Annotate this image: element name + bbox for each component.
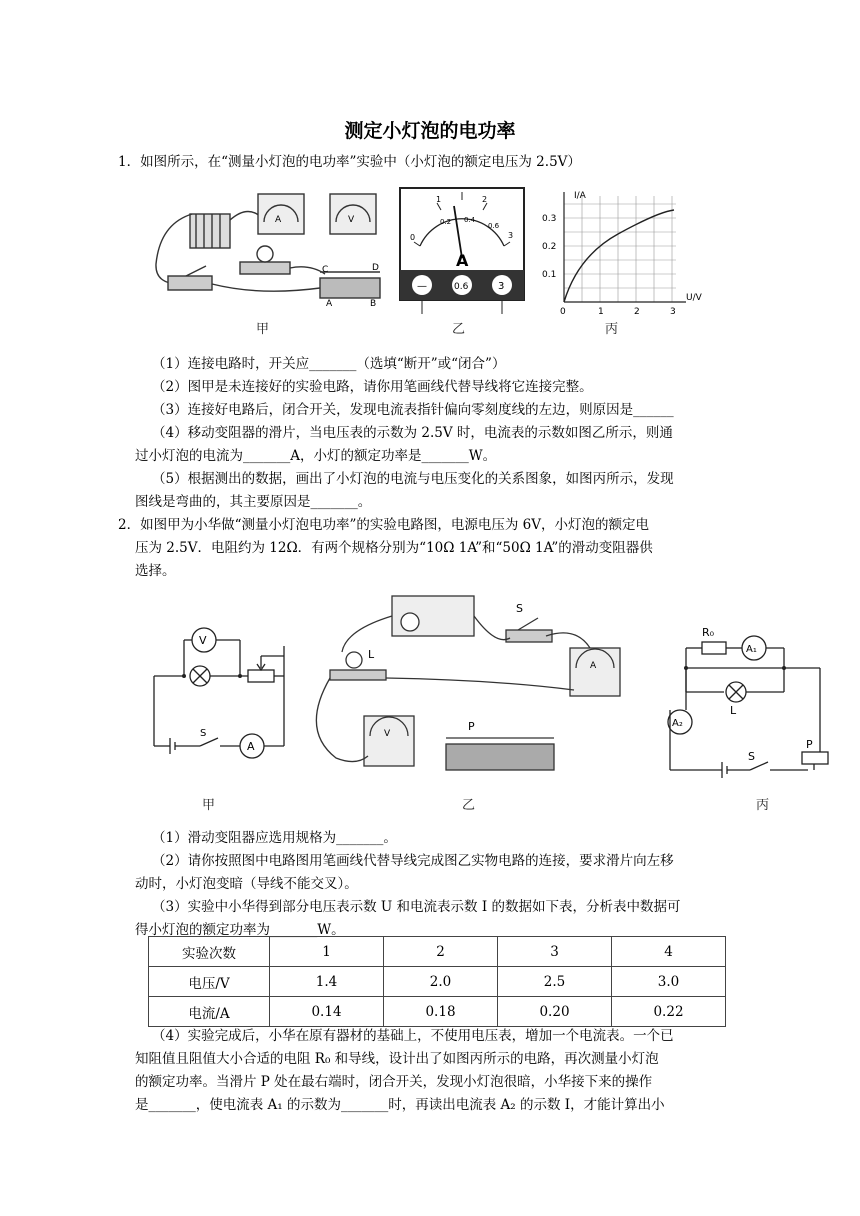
q2-part: 动时，小灯泡变暗（导线不能交叉）。	[135, 876, 358, 892]
terminal-3: 3	[498, 281, 505, 292]
q2-part: 得小灯泡的额定功率为_______W。	[135, 922, 345, 938]
terminal-06: 0.6	[454, 282, 469, 292]
q2-figure-jia-circuit	[148, 620, 292, 760]
table-cell: 1.4	[270, 967, 384, 997]
graph-xtick: 2	[634, 307, 640, 317]
q1-part: （1）连接电路时，开关应_______（选填“断开”或“闭合”）	[152, 356, 506, 372]
q2-part: （2）请你按照图中电路图用笔画线代替导线完成图乙实物电路的连接，要求滑片向左移	[152, 853, 674, 869]
slider-label: P	[468, 720, 475, 733]
table-row	[149, 937, 726, 967]
q2-part4: 是_______，使电流表 A₁ 的示数为_______时，再读出电流表 A₂ 的示数 I，才能计算出小	[135, 1097, 665, 1113]
ammeter-scale-1: 1	[436, 195, 442, 204]
q1-part: （4）移动变阻器的滑片，当电压表的示数为 2.5V 时，电流表的示数如图乙所示，则通	[152, 425, 673, 441]
q1-stem: 1．如图所示，在“测量小灯泡的电功率”实验中（小灯泡的额定电压为 2.5V）	[118, 154, 581, 170]
q1-part: 过小灯泡的电流为_______A，小灯的额定功率是_______W。	[135, 448, 497, 464]
table-cell: 0.14	[270, 997, 384, 1027]
lamp-label: L	[368, 648, 375, 661]
q2-part4: 的额定功率。当滑片 P 处在最右端时，闭合开关，发现小灯泡很暗，小华接下来的操作	[135, 1074, 653, 1090]
table-row	[149, 967, 726, 997]
voltmeter-symbol: V	[199, 634, 207, 647]
slider-label: P	[806, 738, 813, 751]
ammeter-scale-2: 2	[482, 195, 488, 204]
table-cell: 2.0	[384, 967, 498, 997]
ammeter-a2-label: A₂	[672, 718, 683, 729]
q1-part: 图线是弯曲的，其主要原因是_______。	[135, 494, 372, 510]
terminal-c: C	[322, 265, 329, 275]
ammeter-scale-0: 0	[410, 233, 416, 242]
table-cell: 电压/V	[149, 967, 270, 997]
ammeter-sub-04: 0.4	[464, 216, 476, 224]
ammeter-symbol: A	[275, 215, 282, 225]
graph-xtick: 0	[560, 307, 566, 317]
q2-caption-jia: 甲	[202, 798, 216, 813]
graph-xtick: 3	[670, 307, 676, 317]
graph-xlabel: U/V	[686, 293, 702, 303]
switch-label: S	[200, 728, 207, 739]
table-cell: 0.18	[384, 997, 498, 1027]
q2-stem: 2．如图甲为小华做“测量小灯泡电功率”的实验电路图，电源电压为 6V，小灯泡的额定电	[118, 517, 650, 533]
q2-stem: 压为 2.5V．电阻约为 12Ω．有两个规格分别为“10Ω 1A”和“50Ω 1A”的滑动变阻器供	[135, 540, 653, 556]
table-cell: 1	[270, 937, 384, 967]
switch-label: S	[748, 750, 755, 763]
ammeter-label: A	[456, 251, 469, 270]
q1-figure-jia	[150, 184, 382, 314]
r0-label: R₀	[702, 626, 715, 639]
data-table	[148, 936, 726, 1027]
ammeter-a1-label: A₁	[746, 644, 757, 655]
ammeter-sub-02: 0.2	[440, 218, 452, 226]
lamp-label: L	[730, 704, 737, 717]
graph-ylabel: I/A	[574, 191, 586, 201]
q2-part4: 知阻值且阻值大小合适的电阻 R₀ 和导线，设计出了如图丙所示的电路，再次测量小灯泡	[135, 1051, 659, 1067]
table-cell: 实验次数	[149, 937, 270, 967]
terminal-d: D	[372, 263, 379, 273]
voltmeter-symbol: V	[384, 729, 391, 739]
q2-part4: （4）实验完成后，小华在原有器材的基础上，不使用电压表，增加一个电流表。一个已	[152, 1028, 674, 1044]
terminal-neg: —	[417, 281, 427, 292]
q1-figure-yi-ammeter	[398, 186, 526, 316]
q1-caption-jia: 甲	[256, 322, 270, 337]
table-cell: 3.0	[612, 967, 726, 997]
graph-ytick: 0.3	[542, 214, 557, 224]
q1-caption-bing: 丙	[605, 322, 619, 337]
q1-figure-bing-graph	[536, 186, 702, 317]
ammeter-scale-3: 3	[508, 231, 514, 240]
table-cell: 3	[498, 937, 612, 967]
ammeter-symbol: A	[590, 661, 597, 671]
q1-part: （5）根据测出的数据，画出了小灯泡的电流与电压变化的关系图象，如图丙所示，发现	[152, 471, 674, 487]
q2-caption-bing: 丙	[756, 798, 770, 813]
page-title: 测定小灯泡的电功率	[344, 120, 516, 142]
table-cell: 2	[384, 937, 498, 967]
switch-label: S	[516, 602, 523, 615]
q2-caption-yi: 乙	[462, 798, 476, 813]
q2-figure-bing-circuit	[664, 620, 836, 780]
terminal-b: B	[370, 299, 377, 309]
table-cell: 电流/A	[149, 997, 270, 1027]
q2-stem: 选择。	[135, 563, 176, 579]
q1-caption-yi: 乙	[452, 322, 466, 337]
q2-part: （3）实验中小华得到部分电压表示数 U 和电流表示数 I 的数据如下表，分析表中数据可	[152, 899, 681, 915]
q1-part: （2）图甲是未连接好的实验电路，请你用笔画线代替导线将它连接完整。	[152, 379, 593, 395]
table-cell: 0.20	[498, 997, 612, 1027]
ammeter-symbol: A	[247, 740, 255, 753]
graph-xtick: 1	[598, 307, 604, 317]
q1-part: （3）连接好电路后，闭合开关，发现电流表指针偏向零刻度线的左边，则原因是______	[152, 402, 674, 418]
graph-ytick: 0.2	[542, 242, 557, 252]
table-cell: 4	[612, 937, 726, 967]
ammeter-sub-06: 0.6	[488, 222, 500, 230]
voltmeter-symbol: V	[348, 215, 355, 225]
q2-part: （1）滑动变阻器应选用规格为_______。	[152, 830, 397, 846]
q2-figure-yi-apparatus	[306, 590, 646, 786]
table-row	[149, 997, 726, 1027]
graph-ytick: 0.1	[542, 270, 557, 280]
table-cell: 0.22	[612, 997, 726, 1027]
terminal-a: A	[326, 299, 333, 309]
table-cell: 2.5	[498, 967, 612, 997]
